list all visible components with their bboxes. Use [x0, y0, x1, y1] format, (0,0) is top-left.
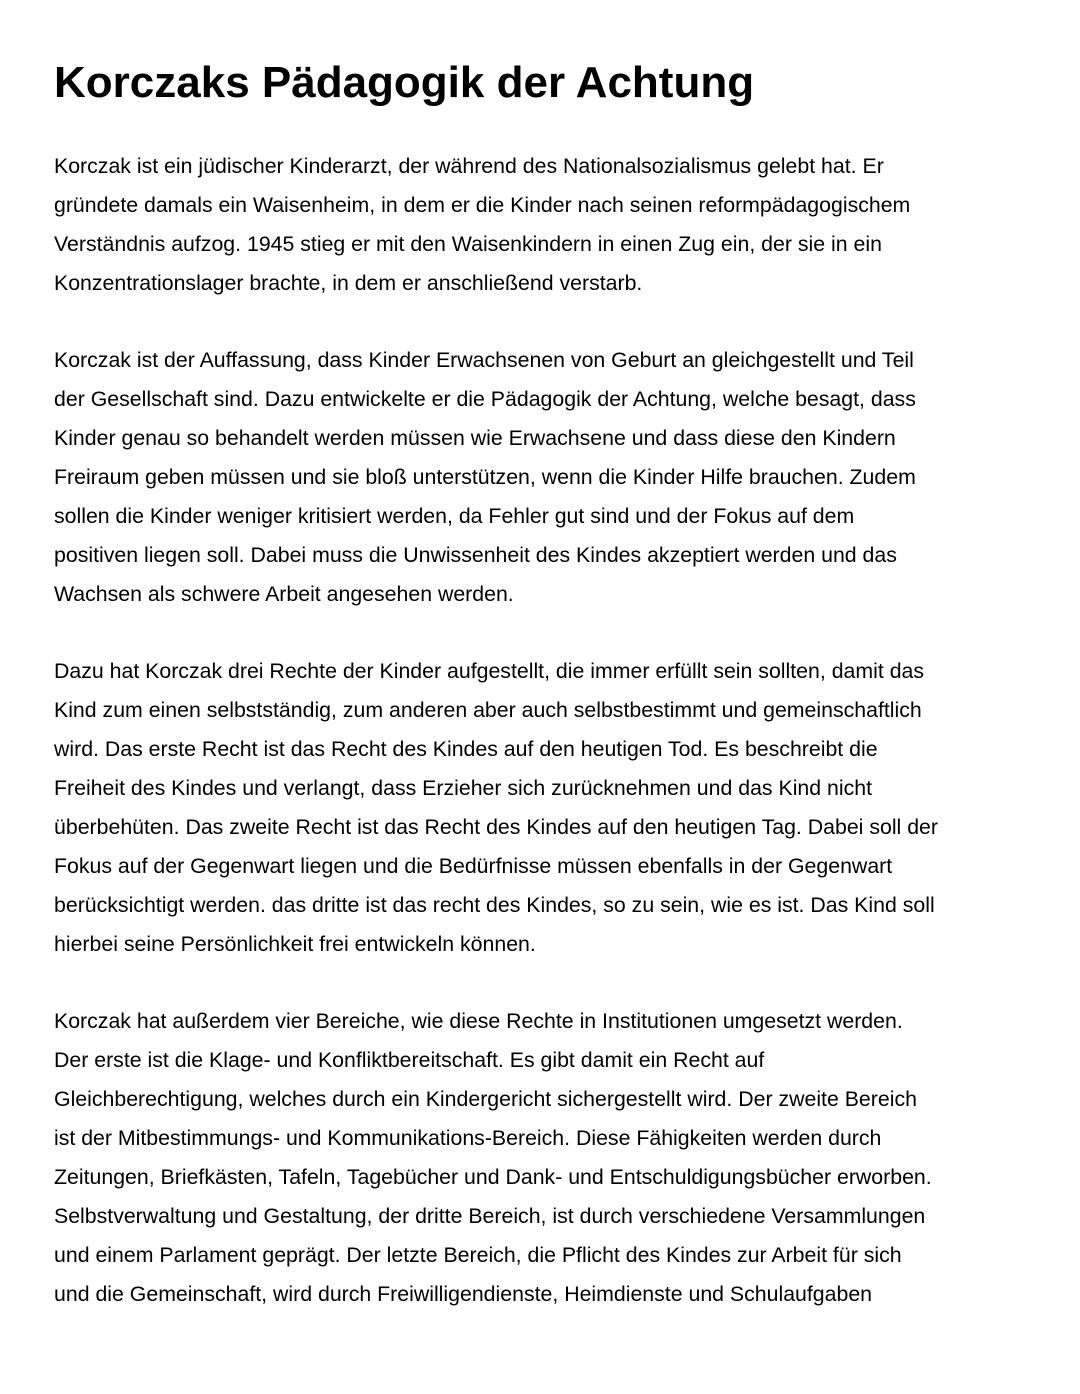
text-line: gründete damals ein Waisenheim, in dem er die Kinder nach seinen reformpädagogischem: [54, 193, 911, 217]
text-line: Fokus auf der Gegenwart liegen und die Bedürfnisse müssen ebenfalls in der Gegenwart: [54, 854, 893, 878]
paragraph-2: [54, 341, 1054, 614]
text-line: Konzentrationslager brachte, in dem er anschließend verstarb.: [54, 271, 643, 295]
text-line: Zeitungen, Briefkästen, Tafeln, Tagebücher und Dank- und Entschuldigungsbücher erworben.: [54, 1165, 932, 1189]
paragraph-1: [54, 147, 1054, 303]
text-line: Korczak ist ein jüdischer Kinderarzt, der während des Nationalsozialismus gelebt hat. Er: [54, 154, 884, 178]
text-line: berücksichtigt werden. das dritte ist das recht des Kindes, so zu sein, wie es ist. Das Kind soll: [54, 893, 935, 917]
text-line: und die Gemeinschaft, wird durch Freiwilligendienste, Heimdienste und Schulaufgaben: [54, 1282, 873, 1306]
text-line: sollen die Kinder weniger kritisiert werden, da Fehler gut sind und der Fokus auf dem: [54, 504, 855, 528]
text-line: Gleichberechtigung, welches durch ein Kindergericht sichergestellt wird. Der zweite Bereich: [54, 1087, 917, 1111]
page-title: Korczaks Pädagogik der Achtung: [54, 58, 755, 107]
paragraph-4: [54, 1002, 1054, 1314]
paragraph-3: [54, 652, 1054, 964]
text-line: Kinder genau so behandelt werden müssen wie Erwachsene und dass diese den Kindern: [54, 426, 896, 450]
text-line: hierbei seine Persönlichkeit frei entwickeln können.: [54, 932, 536, 956]
text-line: Verständnis aufzog. 1945 stieg er mit den Waisenkindern in einen Zug ein, der sie in ein: [54, 232, 882, 256]
text-line: Freiheit des Kindes und verlangt, dass Erzieher sich zurücknehmen und das Kind nicht: [54, 776, 873, 800]
text-line: ist der Mitbestimmungs- und Kommunikations-Bereich. Diese Fähigkeiten werden durch: [54, 1126, 882, 1150]
text-line: Kind zum einen selbstständig, zum anderen aber auch selbstbestimmt und gemeinschaftlich: [54, 698, 922, 722]
text-line: Korczak hat außerdem vier Bereiche, wie diese Rechte in Institutionen umgesetzt werden.: [54, 1009, 903, 1033]
text-line: Der erste ist die Klage- und Konfliktbereitschaft. Es gibt damit ein Recht auf: [54, 1048, 765, 1072]
text-line: überbehüten. Das zweite Recht ist das Recht des Kindes auf den heutigen Tag. Dabei soll der: [54, 815, 938, 839]
text-line: Dazu hat Korczak drei Rechte der Kinder aufgestellt, die immer erfüllt sein sollten, damit das: [54, 659, 925, 683]
text-line: Korczak ist der Auffassung, dass Kinder Erwachsenen von Geburt an gleichgestellt und Teil: [54, 348, 914, 372]
text-line: und einem Parlament geprägt. Der letzte Bereich, die Pflicht des Kindes zur Arbeit für sich: [54, 1243, 902, 1267]
text-line: positiven liegen soll. Dabei muss die Unwissenheit des Kindes akzeptiert werden und das: [54, 543, 897, 567]
text-line: wird. Das erste Recht ist das Recht des Kindes auf den heutigen Tod. Es beschreibt die: [54, 737, 878, 761]
text-line: Wachsen als schwere Arbeit angesehen werden.: [54, 582, 514, 606]
text-line: Freiraum geben müssen und sie bloß unterstützen, wenn die Kinder Hilfe brauchen. Zudem: [54, 465, 916, 489]
text-line: der Gesellschaft sind. Dazu entwickelte er die Pädagogik der Achtung, welche besagt, dass: [54, 387, 916, 411]
text-line: Selbstverwaltung und Gestaltung, der dritte Bereich, ist durch verschiedene Versammlungen: [54, 1204, 926, 1228]
